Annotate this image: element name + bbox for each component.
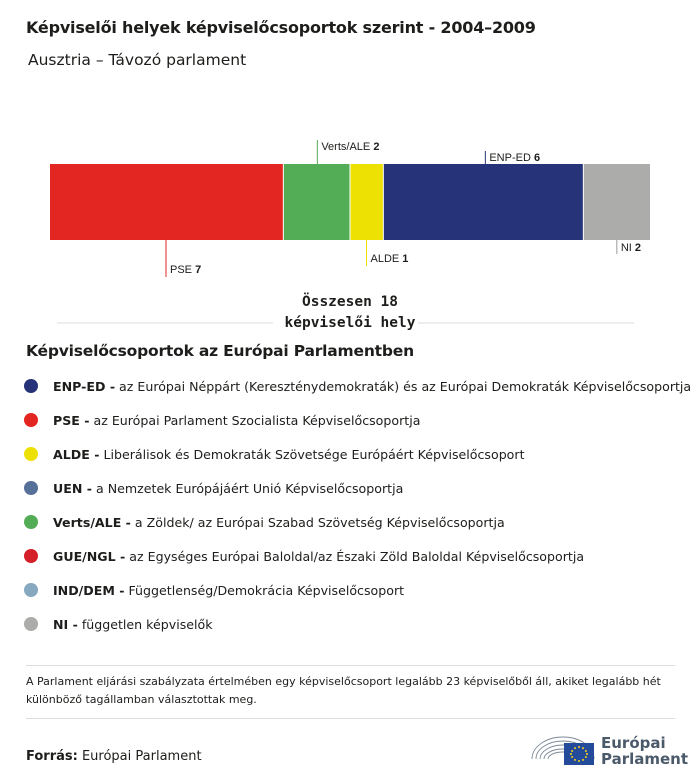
legend-description: Liberálisok és Demokraták Szövetsége Európáért Képviselőcsoport <box>103 446 525 462</box>
legend-item <box>24 369 691 403</box>
european-parliament-hemicycle-logo <box>530 729 596 769</box>
legend-item <box>24 403 691 437</box>
legend-abbr: Verts/ALE - <box>53 514 131 530</box>
legend-item <box>24 539 691 573</box>
legend-abbr: UEN - <box>53 480 92 496</box>
stacked-seat-bar-chart <box>0 0 700 340</box>
legend-color-dot <box>24 413 38 427</box>
legend-abbr: ENP-ED - <box>53 378 116 394</box>
bar-segment-enped <box>383 164 583 240</box>
legend-abbr: IND/DEM - <box>53 582 125 598</box>
chart-subtitle: Ausztria – Távozó parlament <box>28 51 247 69</box>
bar-segment-alde <box>350 164 383 240</box>
legend-color-dot <box>24 583 38 597</box>
legend-abbr: PSE - <box>53 412 90 428</box>
legend-item <box>24 505 691 539</box>
group-legend <box>24 369 691 641</box>
source-label: Forrás: <box>26 749 78 764</box>
legend-color-dot <box>24 549 38 563</box>
legend-description: az Európai Parlament Szocialista Képviselőcsoportja <box>93 412 421 428</box>
bar-segment-vertsale <box>283 164 350 240</box>
footnote: A Parlament eljárási szabályzata értelmében egy képviselőcsoport legalább 23 képviselőből áll, akiket legalább hét különböző tagállamban választottak meg. <box>26 675 661 706</box>
legend-description: a Nemzetek Európájáért Unió Képviselőcsoportja <box>95 480 404 496</box>
legend-description: a Zöldek/ az Európai Szabad Szövetség Képviselőcsoportja <box>134 514 505 530</box>
source-value: Európai Parlament <box>81 749 202 764</box>
legend-item <box>24 437 691 471</box>
logo-line-2: Parlament <box>601 750 689 768</box>
legend-description: független képviselők <box>81 616 213 632</box>
legend-item <box>24 607 691 641</box>
legend-description: az Egységes Európai Baloldal/az Északi Zöld Baloldal Képviselőcsoportja <box>129 548 585 564</box>
legend-abbr: ALDE - <box>53 446 100 462</box>
legend-description: Függetlenség/Demokrácia Képviselőcsoport <box>128 582 405 598</box>
legend-item <box>24 573 691 607</box>
bar-label-vertsale: Verts/ALE 2 <box>321 141 380 153</box>
logo-wordmark <box>601 735 688 767</box>
legend-color-dot <box>24 617 38 631</box>
legend-title: Képviselőcsoportok az Európai Parlamentben <box>26 342 414 360</box>
bar-label-pse: PSE 7 <box>170 264 202 276</box>
legend-color-dot <box>24 379 38 393</box>
bar-label-enped: ENP-ED 6 <box>489 152 541 164</box>
bar-label-alde: ALDE 1 <box>370 253 409 265</box>
legend-item <box>24 471 691 505</box>
bar-label-ni: NI 2 <box>620 242 642 254</box>
divider <box>26 718 675 719</box>
legend-abbr: GUE/NGL - <box>53 548 126 564</box>
chart-title: Képviselői helyek képviselőcsoportok szerint - 2004–2009 <box>26 18 536 37</box>
legend-color-dot <box>24 447 38 461</box>
bar-segment-ni <box>583 164 650 240</box>
total-seats-label: Összesen 18 képviselői hely <box>284 294 416 331</box>
legend-description: az Európai Néppárt (Kereszténydemokraták) és az Európai Demokraták Képviselőcsoportja <box>119 378 692 394</box>
bar-segment-pse <box>50 164 283 240</box>
legend-color-dot <box>24 515 38 529</box>
legend-color-dot <box>24 481 38 495</box>
divider <box>26 665 675 666</box>
legend-abbr: NI - <box>53 616 78 632</box>
source-line <box>26 749 202 764</box>
logo-line-1: Európai <box>601 734 666 752</box>
